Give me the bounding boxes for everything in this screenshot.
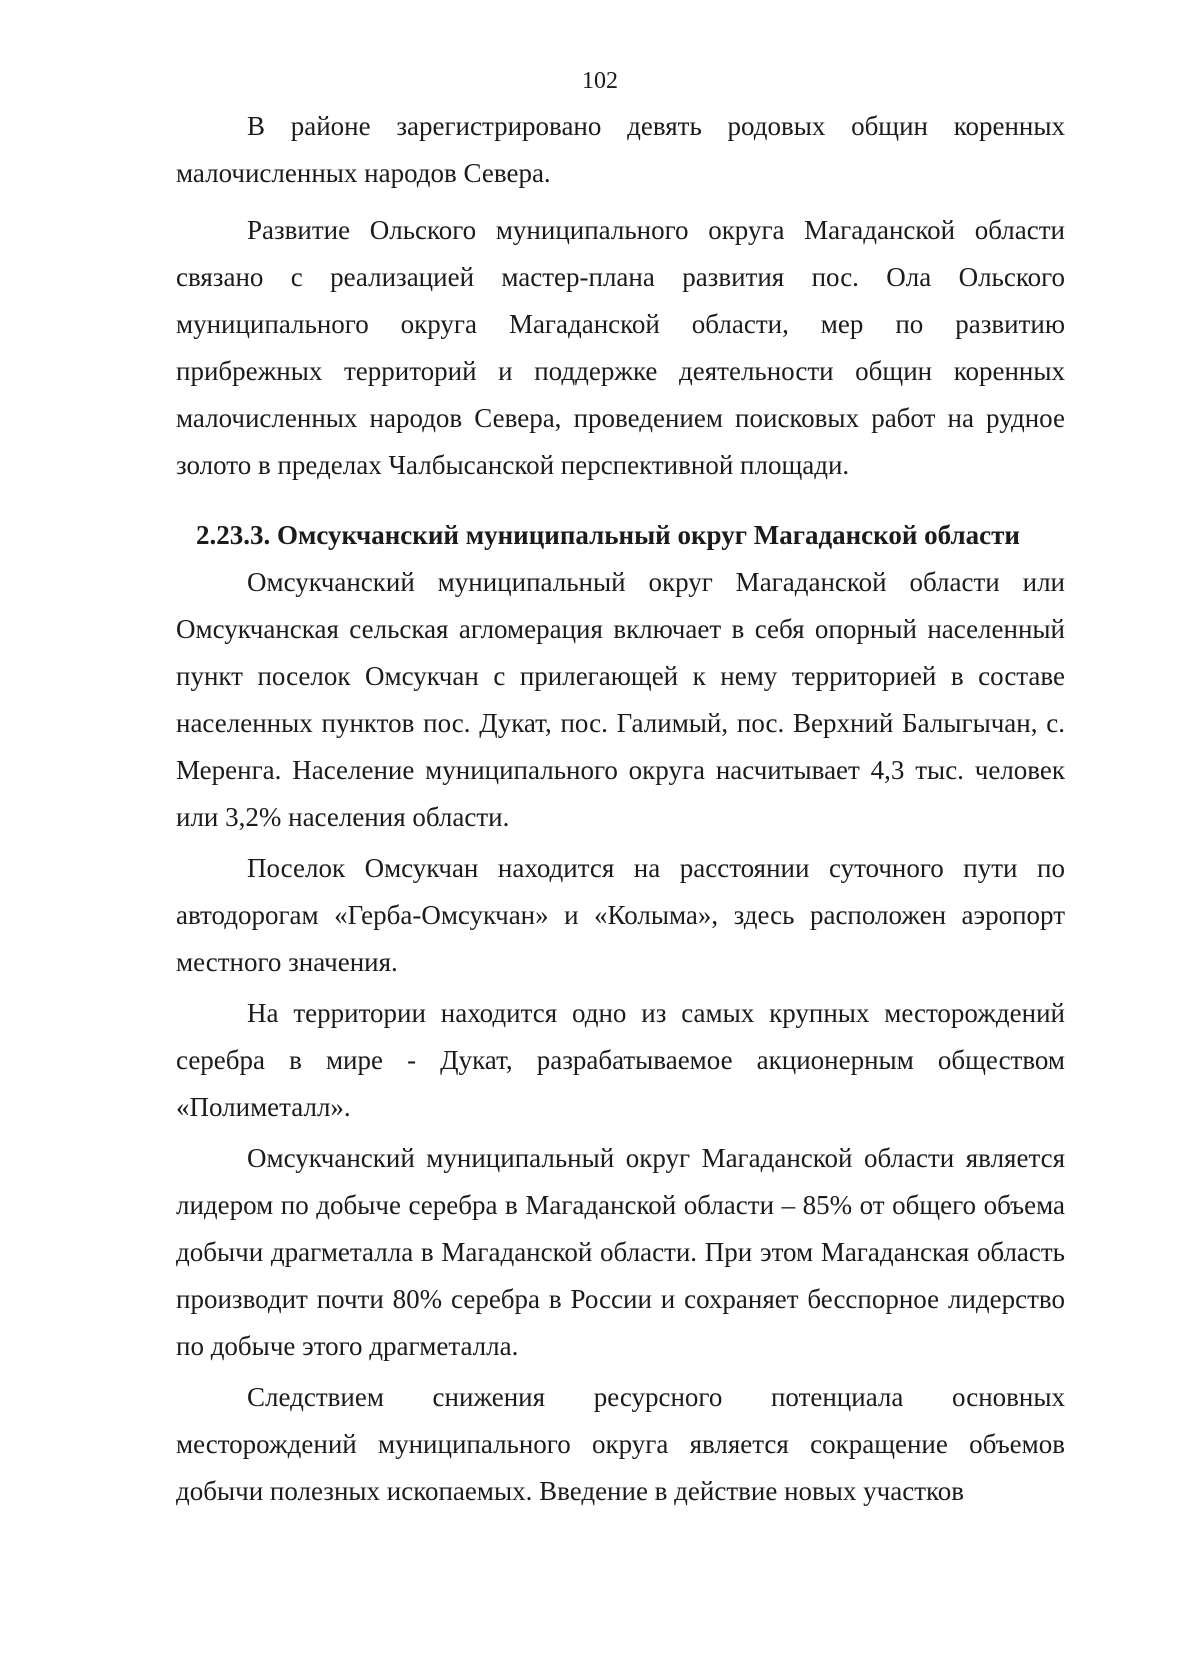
text-block-section (176, 512, 1065, 1515)
paragraph-communities: В районе зарегистрировано девять родовых общин коренных малочисленных народов Севера. (176, 111, 1065, 188)
paragraph-dukat-deposit: На территории находится одно из самых крупных месторождений серебра в мире - Дукат, разрабатываемое акционерным обществом «Полиметалл». (176, 998, 1065, 1122)
paragraph-silver-leadership: Омсукчанский муниципальный округ Магаданской области является лидером по добыче серебра в Магаданской области – 85% от общего объема добычи драгметалла в Магаданской области. При этом Магаданская область производит почти 80% серебра в России и сохраняет бесспорное лидерство по добыче этого драгметалла. (176, 1143, 1065, 1361)
section-heading: 2.23.3. Омсукчанский муниципальный округ Магаданской области (196, 520, 1020, 550)
paragraph-omsukchan-overview: Омсукчанский муниципальный округ Магаданской области или Омсукчанская сельская агломерация включает в себя опорный населенный пункт поселок Омсукчан с прилегающей к нему территорией в составе населенных пунктов пос. Дукат, пос. Галимый, пос. Верхний Балыгычан, с. Меренга. Население муниципального округа насчитывает 4,3 тыс. человек или 3,2% населения области. (176, 567, 1065, 832)
paragraph-resource-decline: Следствием снижения ресурсного потенциала основных месторождений муниципального округа является сокращение объемов добычи полезных ископаемых. Введение в действие новых участков (176, 1382, 1065, 1506)
page-number: 102 (582, 68, 618, 94)
paragraph-omsukchan-location: Поселок Омсукчан находится на расстоянии суточного пути по автодорогам «Герба-Омсукчан» и «Колыма», здесь расположен аэропорт местного значения. (176, 853, 1065, 977)
text-block-top (176, 103, 1065, 489)
paragraph-olsky-development: Развитие Ольского муниципального округа Магаданской области связано с реализацией мастер-плана развития пос. Ола Ольского муниципального округа Магаданской области, мер по развитию прибрежных территорий и поддержке деятельности общин коренных малочисленных народов Севера, проведением поисковых работ на рудное золото в пределах Чалбысанской перспективной площади. (176, 215, 1065, 480)
